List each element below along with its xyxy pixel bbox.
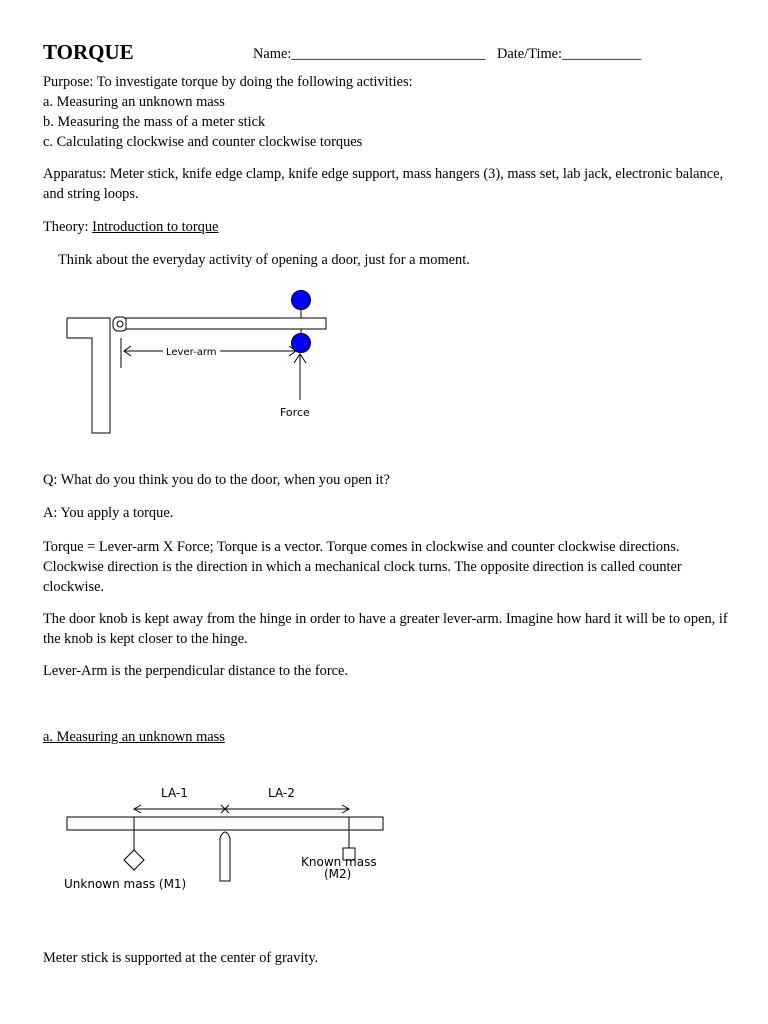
door-knob-note: The door knob is kept away from the hinge in order to have a greater lever-arm. Imagine how hard it will be to open, if the knob is kept closer to the hinge. [43,611,728,647]
theory-label: Theory: [43,219,93,235]
unknown-mass-icon [124,850,144,870]
la1-label: LA-1 [161,786,188,800]
purpose-item-c: c. Calculating clockwise and counter clockwise torques [43,134,363,150]
torque-definition: Torque = Lever-arm X Force; Torque is a vector. Torque comes in clockwise and counter clockwise directions. Clockwise direction is the direction in which a mechanical clock turns. The opposite direction is called counter clockwise. [43,539,682,595]
knife-edge-support [220,832,230,881]
page-title: TORQUE [43,40,134,64]
known-mass-label-line2: (M2) [324,867,352,881]
meter-stick [67,817,383,830]
door-intro: Think about the everyday activity of opening a door, just for a moment. [58,252,470,268]
name-field-label: Name:___________________________ [253,46,486,62]
purpose-item-a: a. Measuring an unknown mass [43,94,225,110]
section-a-note: Meter stick is supported at the center of gravity. [43,950,319,966]
unknown-mass-label: Unknown mass (M1) [64,877,187,891]
purpose-item-b: b. Measuring the mass of a meter stick [43,114,266,130]
purpose-intro: Purpose: To investigate torque by doing the following activities: [43,74,413,90]
question: Q: What do you think you do to the door, when you open it? [43,472,390,488]
known-mass-label-line1: Known mass [301,855,377,869]
lever-arm-label: Lever-arm [166,347,217,358]
force-label: Force [280,406,310,419]
la2-label: LA-2 [268,786,295,800]
theory-link[interactable]: Introduction to torque [92,219,219,235]
apparatus-paragraph: Apparatus: Meter stick, knife edge clamp, knife edge support, mass hangers (3), mass set, lab jack, electronic balance, and string loops. [43,166,724,202]
answer: A: You apply a torque. [43,505,174,521]
section-a-heading: a. Measuring an unknown mass [43,729,225,745]
date-time-field-label: Date/Time:___________ [497,46,642,62]
lever-arm-definition: Lever-Arm is the perpendicular distance to the force. [43,663,348,679]
